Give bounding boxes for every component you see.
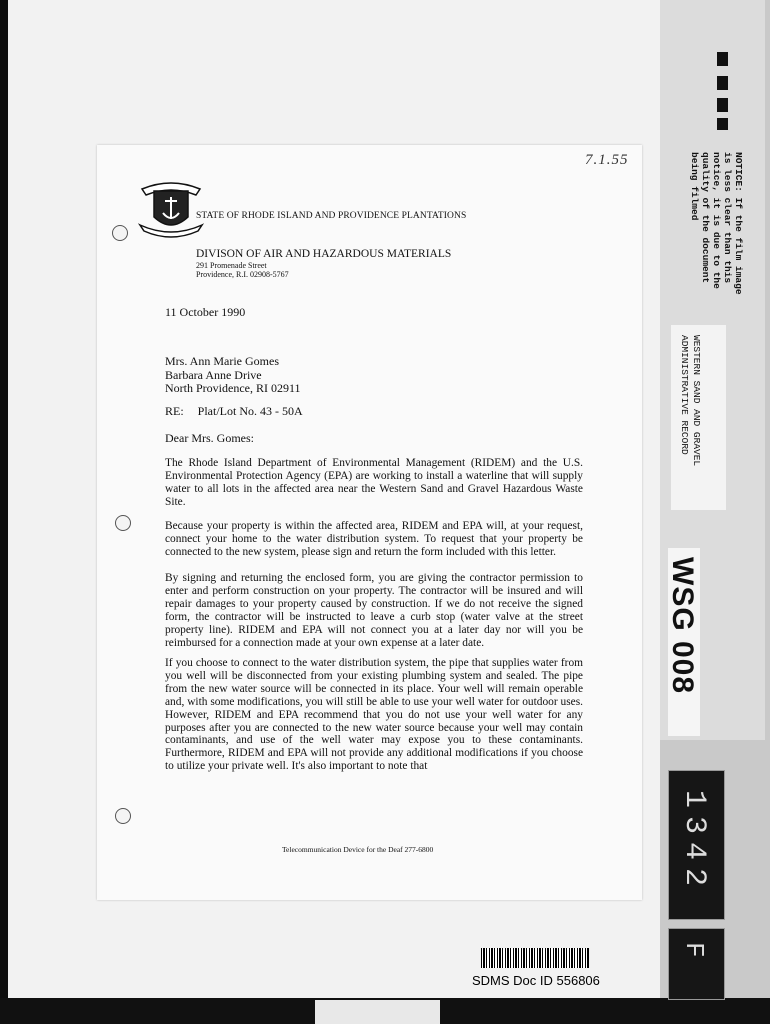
punch-hole [112, 225, 128, 241]
film-bottom-tab [315, 1000, 440, 1024]
record-label: WESTERN SAND AND GRAVEL ADMINISTRATIVE RECORD [679, 335, 702, 467]
film-notice: NOTICE: If the film image is less clear than this notice, it is due to the quality of the document being filmed [689, 152, 744, 295]
notice-bar [717, 118, 728, 130]
notice-bar [717, 76, 728, 90]
letterhead-division: DIVISON OF AIR AND HAZARDOUS MATERIALS [196, 248, 452, 260]
doc-id: SDMS Doc ID 556806 [472, 973, 600, 988]
recipient-address [165, 355, 301, 396]
letterhead-state: STATE OF RHODE ISLAND AND PROVIDENCE PLANTATIONS [196, 211, 467, 221]
frame-number: 1342 [677, 790, 711, 895]
body-paragraph: The Rhode Island Department of Environmental Management (RIDEM) and the U.S. Environmental Protection Agency (EPA) are working to install a waterline that will supply water to all lots in the affected area near the Western Sand and Gravel Hazardous Waste Site. [165, 457, 583, 508]
handwritten-note: 7.1.55 [585, 152, 629, 168]
reference-value: Plat/Lot No. 43 - 50A [197, 404, 303, 418]
letterhead-street: 291 Promenade Street [196, 261, 267, 270]
barcode [481, 948, 589, 968]
body-paragraph: Because your property is within the affected area, RIDEM and EPA will, at your request, connect your home to the water distribution system. To request that your property be connected to the new system, please sign and return the form included with this letter. [165, 520, 583, 558]
reference-label: RE: [165, 404, 184, 418]
state-seal-icon [138, 175, 204, 243]
letter-footer: Telecommunication Device for the Deaf 277-6800 [282, 845, 434, 854]
frame-letter: F [679, 942, 709, 958]
frame-letter-box [668, 928, 725, 1000]
recipient-street: Barbara Anne Drive [165, 367, 262, 382]
notice-bar [717, 52, 728, 66]
wsg-code: WSG 008 [666, 557, 699, 695]
recipient-name: Mrs. Ann Marie Gomes [165, 354, 279, 368]
recipient-city: North Providence, RI 02911 [165, 381, 301, 395]
punch-hole [115, 808, 131, 824]
letterhead-city: Providence, R.I. 02908-5767 [196, 270, 289, 279]
body-paragraph: If you choose to connect to the water distribution system, the pipe that supplies water from you well will be disconnected from your existing plumbing system and sealed. The pipe from the new water source will be connected in its place. Your well will remain operable and, with some modifications, you will still be able to use your well water for outdoor uses. However, RIDEM and EPA recommend that you do not use your well water for any purposes after you are connected to the new water source because your well may contain contaminants, and use of the well water may expose you to these contaminants. Furthermore, RIDEM and EPA will not provide any additional modifications if you choose to utilize your private well. It's also important to note that [165, 657, 583, 773]
reference-line [165, 404, 303, 419]
body-paragraph: By signing and returning the enclosed form, you are giving the contractor permission to enter and perform construction on your property. The contractor will be insured and will repair damages to your property caused by construction. If we do not receive the signed form, the contractor will be instructed to leave a curb stop (water valve at the street property line). RIDEM and EPA will not connect you at a later day nor will you be reimbursed for a connection made at your own expense at a later date. [165, 572, 583, 649]
notice-bar [717, 98, 728, 112]
punch-hole [115, 515, 131, 531]
letter-date: 11 October 1990 [165, 305, 246, 319]
salutation: Dear Mrs. Gomes: [165, 431, 254, 445]
